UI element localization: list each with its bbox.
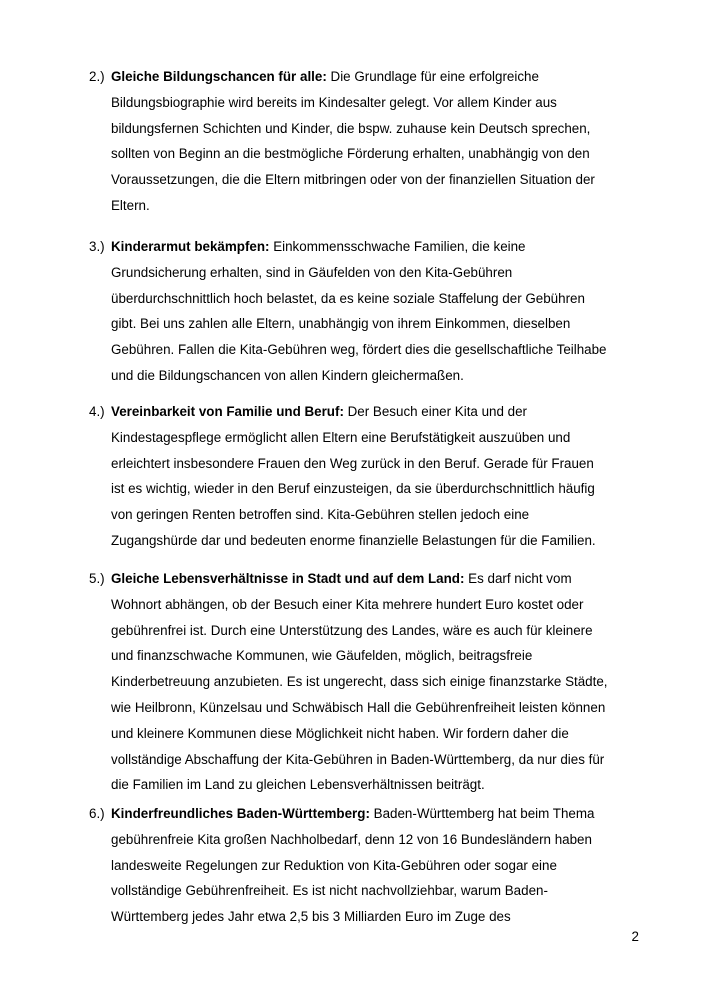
item-text: wie Heilbronn, Künzelsau und Schwäbisch Hall die Gebührenfreiheit leisten können xyxy=(111,699,606,715)
item-text: Es darf nicht vom xyxy=(464,571,572,586)
item-text: Voraussetzungen, die die Eltern mitbringen oder von der finanziellen Situation der xyxy=(111,172,595,188)
item-text: gibt. Bei uns zahlen alle Eltern, unabhängig von ihrem Einkommen, dieselben xyxy=(111,316,571,332)
item-text: Gebühren. Fallen die Kita-Gebühren weg, fördert dies die gesellschaftliche Teilhabe xyxy=(111,342,607,358)
item-text: erleichtert insbesondere Frauen den Weg zurück in den Beruf. Gerade für Frauen xyxy=(111,455,594,471)
item-first-line xyxy=(89,399,649,425)
item-text: Kindestagespflege ermöglicht allen Eltern eine Berufstätigkeit auszuüben und xyxy=(111,429,571,445)
list-item-3 xyxy=(89,234,649,389)
item-text: Grundsicherung erhalten, sind in Gäufelden von den Kita-Gebühren xyxy=(111,264,513,280)
item-text: Eltern. xyxy=(111,197,150,213)
item-text: vollständige Gebührenfreiheit. Es ist nicht nachvollziehbar, warum Baden- xyxy=(111,883,548,899)
item-text: bildungsfernen Schichten und Kinder, die bspw. zuhause kein Deutsch sprechen, xyxy=(111,120,591,136)
item-text: Wohnort abhängen, ob der Besuch einer Kita mehrere hundert Euro kostet oder xyxy=(111,596,584,612)
item-text: Baden-Württemberg hat beim Thema xyxy=(369,806,595,821)
item-text: vollständige Abschaffung der Kita-Gebühren in Baden-Württemberg, da nur dies für xyxy=(111,751,605,767)
item-text: von geringen Renten betroffen sind. Kita-Gebühren stellen jedoch eine xyxy=(111,507,530,523)
item-text: Zugangshürde dar und bedeuten enorme finanzielle Belastungen für die Familien. xyxy=(111,532,596,548)
item-first-line xyxy=(89,801,649,827)
list-item-2 xyxy=(89,64,649,219)
item-number: 5.) xyxy=(89,571,105,586)
item-number: 2.) xyxy=(89,69,105,84)
item-text: Der Besuch einer Kita und der xyxy=(343,404,528,419)
item-number: 6.) xyxy=(89,806,105,821)
item-text: überdurchschnittlich hoch belastet, da es keine soziale Staffelung der Gebühren xyxy=(111,290,585,306)
item-number: 4.) xyxy=(89,404,105,419)
list-item-4 xyxy=(89,399,649,554)
item-text: und die Bildungschancen von allen Kindern gleichermaßen. xyxy=(111,367,464,383)
item-number: 3.) xyxy=(89,239,105,254)
item-heading: Kinderfreundliches Baden-Württemberg: xyxy=(111,806,370,821)
item-text: Die Grundlage für eine erfolgreiche xyxy=(326,69,539,84)
item-text: und finanzschwache Kommunen, wie Gäufelden, möglich, beitragsfreie xyxy=(111,648,533,664)
item-text: landesweite Regelungen zur Reduktion von Kita-Gebühren oder sogar eine xyxy=(111,857,557,873)
item-text: gebührenfrei ist. Durch eine Unterstützung des Landes, wäre es auch für kleinere xyxy=(111,622,593,638)
page-number: 2 xyxy=(631,929,639,944)
item-first-line xyxy=(89,234,649,260)
item-first-line xyxy=(89,566,649,592)
item-heading: Gleiche Lebensverhältnisse in Stadt und auf dem Land: xyxy=(111,571,465,586)
item-text: gebührenfreie Kita großen Nachholbedarf, denn 12 von 16 Bundesländern haben xyxy=(111,831,592,847)
item-heading: Vereinbarkeit von Familie und Beruf: xyxy=(111,404,344,419)
list-item-6 xyxy=(89,801,649,930)
item-heading: Gleiche Bildungschancen für alle: xyxy=(111,69,327,84)
item-text: sollten von Beginn an die bestmögliche Förderung erhalten, unabhängig von den xyxy=(111,146,590,162)
item-first-line xyxy=(89,64,649,90)
item-text: die Familien im Land zu gleichen Lebensverhältnissen beiträgt. xyxy=(111,777,485,793)
list-item-5 xyxy=(89,566,649,798)
item-text: und kleinere Kommunen diese Möglichkeit nicht haben. Wir fordern daher die xyxy=(111,725,569,741)
item-text: Kinderbetreuung anzubieten. Es ist ungerecht, dass sich einige finanzstarke Städte, xyxy=(111,674,608,690)
item-text: ist es wichtig, wieder in den Beruf einzusteigen, da sie überdurchschnittlich häufig xyxy=(111,481,595,497)
item-heading: Kinderarmut bekämpfen: xyxy=(111,239,270,254)
item-text: Württemberg jedes Jahr etwa 2,5 bis 3 Milliarden Euro im Zuge des xyxy=(111,909,511,925)
item-text: Bildungsbiographie wird bereits im Kindesalter gelegt. Vor allem Kinder aus xyxy=(111,94,557,110)
item-text: Einkommensschwache Familien, die keine xyxy=(269,239,526,254)
